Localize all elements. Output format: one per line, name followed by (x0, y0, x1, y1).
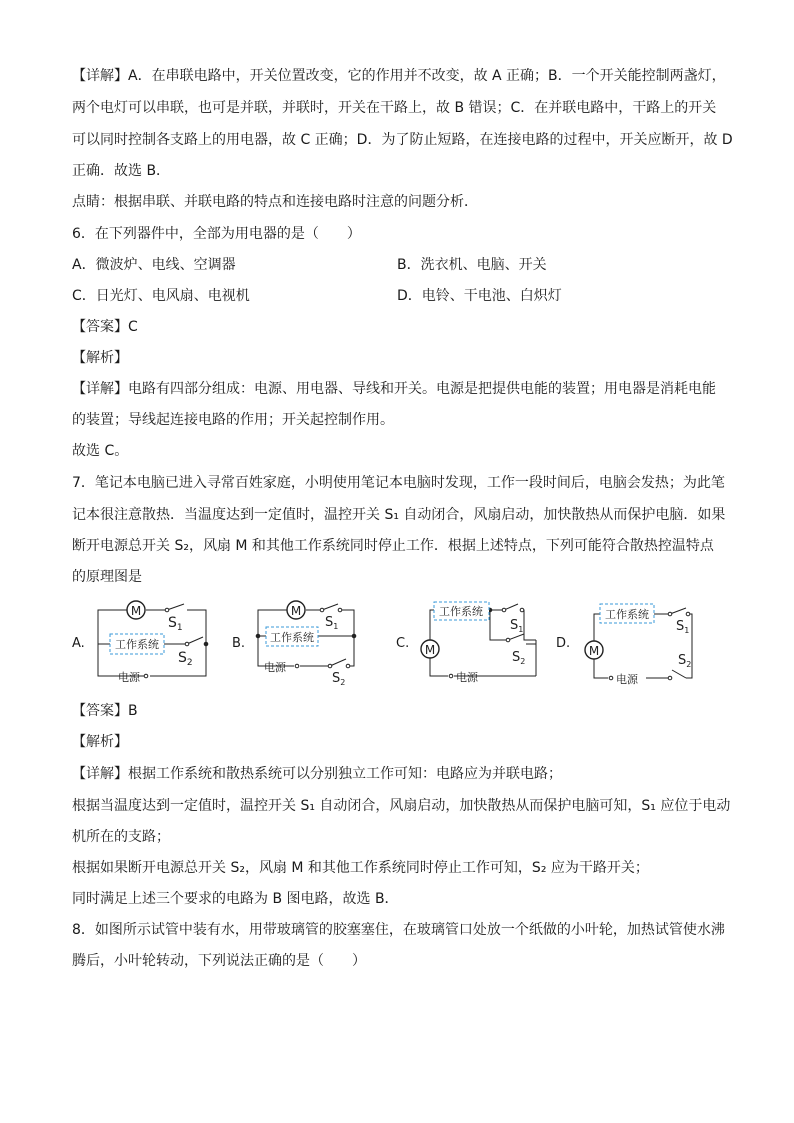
circuit-diagram-c (412, 598, 546, 688)
q8-stem-line-1: 8．如图所示试管中装有水，用带玻璃管的胶塞塞住，在玻璃管口处放一个纸做的小叶轮，加热试管使水沸 (72, 922, 725, 938)
q6-option-d: D．电铃、干电池、白炽灯 (397, 288, 562, 304)
circuit-diagram-b (250, 598, 368, 688)
q7-detail-line-1: 【详解】根据工作系统和散热系统可以分别独立工作可知：电路应为并联电路； (72, 766, 562, 782)
q7-detail-line-2: 根据当温度达到一定值时，温控开关 S₁ 自动闭合，风扇启动，加快散热从而保护电脑可知，S₁ 应位于电动 (72, 798, 731, 814)
svg-text:S2: $S_2$ (678, 653, 692, 669)
power-source-label: 电源 (456, 671, 478, 684)
work-system-label: 工作系统 (605, 608, 649, 621)
svg-text:S2: $S_2$ (178, 650, 193, 668)
diagram-a-label: A. (72, 636, 85, 651)
q7-detail-line-4: 根据如果断开电源总开关 S₂，风扇 M 和其他工作系统同时停止工作可知，S₂ 应为干路开关； (72, 860, 649, 876)
q6-option-c: C．日光灯、电风扇、电视机 (72, 288, 250, 304)
q7-analysis-label: 【解析】 (72, 734, 128, 750)
work-system-label: 工作系统 (115, 638, 159, 651)
svg-text:M: M (290, 604, 302, 618)
q7-stem-line-4: 的原理图是 (72, 569, 142, 585)
svg-text:S1: $S_1$ (168, 615, 183, 633)
q6-analysis-label: 【解析】 (72, 350, 128, 366)
q5-detail-line-1: 【详解】A．在串联电路中，开关位置改变，它的作用并不改变，故 A 正确；B．一个开关能控制两盏灯， (72, 68, 726, 84)
q6-detail-line-1: 【详解】电路有四部分组成：电源、用电器、导线和开关。电源是把提供电能的装置；用电器是消耗电能 (72, 381, 716, 397)
power-source-label: 电源 (118, 671, 140, 682)
q6-answer: 【答案】C (72, 319, 138, 335)
q6-option-a: A．微波炉、电线、空调器 (72, 257, 236, 273)
q5-hint: 点睛：根据串联、并联电路的特点和连接电路时注意的问题分析． (72, 194, 478, 210)
q7-stem-line-3: 断开电源总开关 S₂，风扇 M 和其他工作系统同时停止工作．根据上述特点，下列可能符合散热控温特点 (72, 538, 714, 554)
q6-detail-line-2: 的装置；导线起连接电路的作用；开关起控制作用。 (72, 412, 394, 428)
svg-text:M: M (130, 604, 142, 618)
svg-text:S2: $S_2$ (332, 671, 346, 687)
q7-stem-line-1: 7．笔记本电脑已进入寻常百姓家庭，小明使用笔记本电脑时发现，工作一段时间后，电脑会发热；为此笔 (72, 475, 725, 491)
power-source-label: 电源 (264, 661, 286, 674)
fan-motor-icon (127, 601, 145, 619)
work-system-label: 工作系统 (270, 631, 314, 644)
fan-motor-icon (585, 641, 603, 659)
svg-text:S1: $S_1$ (510, 618, 524, 634)
q6-option-b: B．洗衣机、电脑、开关 (397, 257, 547, 273)
q6-stem: 6．在下列器件中，全部为用电器的是（ ） (72, 226, 361, 242)
diagram-c-label: C. (396, 636, 410, 651)
svg-text:M: M (424, 643, 436, 657)
q6-conclusion: 故选 C。 (72, 443, 129, 459)
fan-motor-icon (287, 601, 305, 619)
q5-detail-line-4: 正确．故选 B． (72, 163, 171, 179)
fan-motor-icon (421, 640, 439, 658)
q7-answer: 【答案】B (72, 703, 138, 719)
q7-detail-line-3: 机所在的支路； (72, 829, 170, 845)
circuit-diagram-a (88, 600, 218, 682)
q7-detail-line-5: 同时满足上述三个要求的电路为 B 图电路，故选 B． (72, 891, 399, 907)
svg-text:M: M (588, 644, 600, 658)
q5-detail-line-2: 两个电灯可以串联，也可是并联，并联时，开关在干路上，故 B 错误；C．在并联电路中，干路上的开关 (72, 100, 717, 116)
diagram-b-label: B. (232, 636, 246, 651)
diagram-d-label: D. (556, 636, 571, 651)
circuit-diagram-d (574, 598, 710, 688)
power-source-label: 电源 (616, 673, 638, 686)
q8-stem-line-2: 腾后，小叶轮转动，下列说法正确的是（ ） (72, 953, 366, 969)
q7-stem-line-2: 记本很注意散热．当温度达到一定值时，温控开关 S₁ 自动闭合，风扇启动，加快散热从而保护电脑．如果 (72, 507, 726, 523)
svg-text:S2: $S_2$ (512, 650, 526, 666)
svg-text:S1: $S_1$ (325, 615, 339, 631)
work-system-label: 工作系统 (439, 605, 483, 618)
svg-text:S1: $S_1$ (676, 619, 690, 635)
q5-detail-line-3: 可以同时控制各支路上的用电器，故 C 正确；D．为了防止短路，在连接电路的过程中，开关应断开，故 D (72, 132, 733, 148)
